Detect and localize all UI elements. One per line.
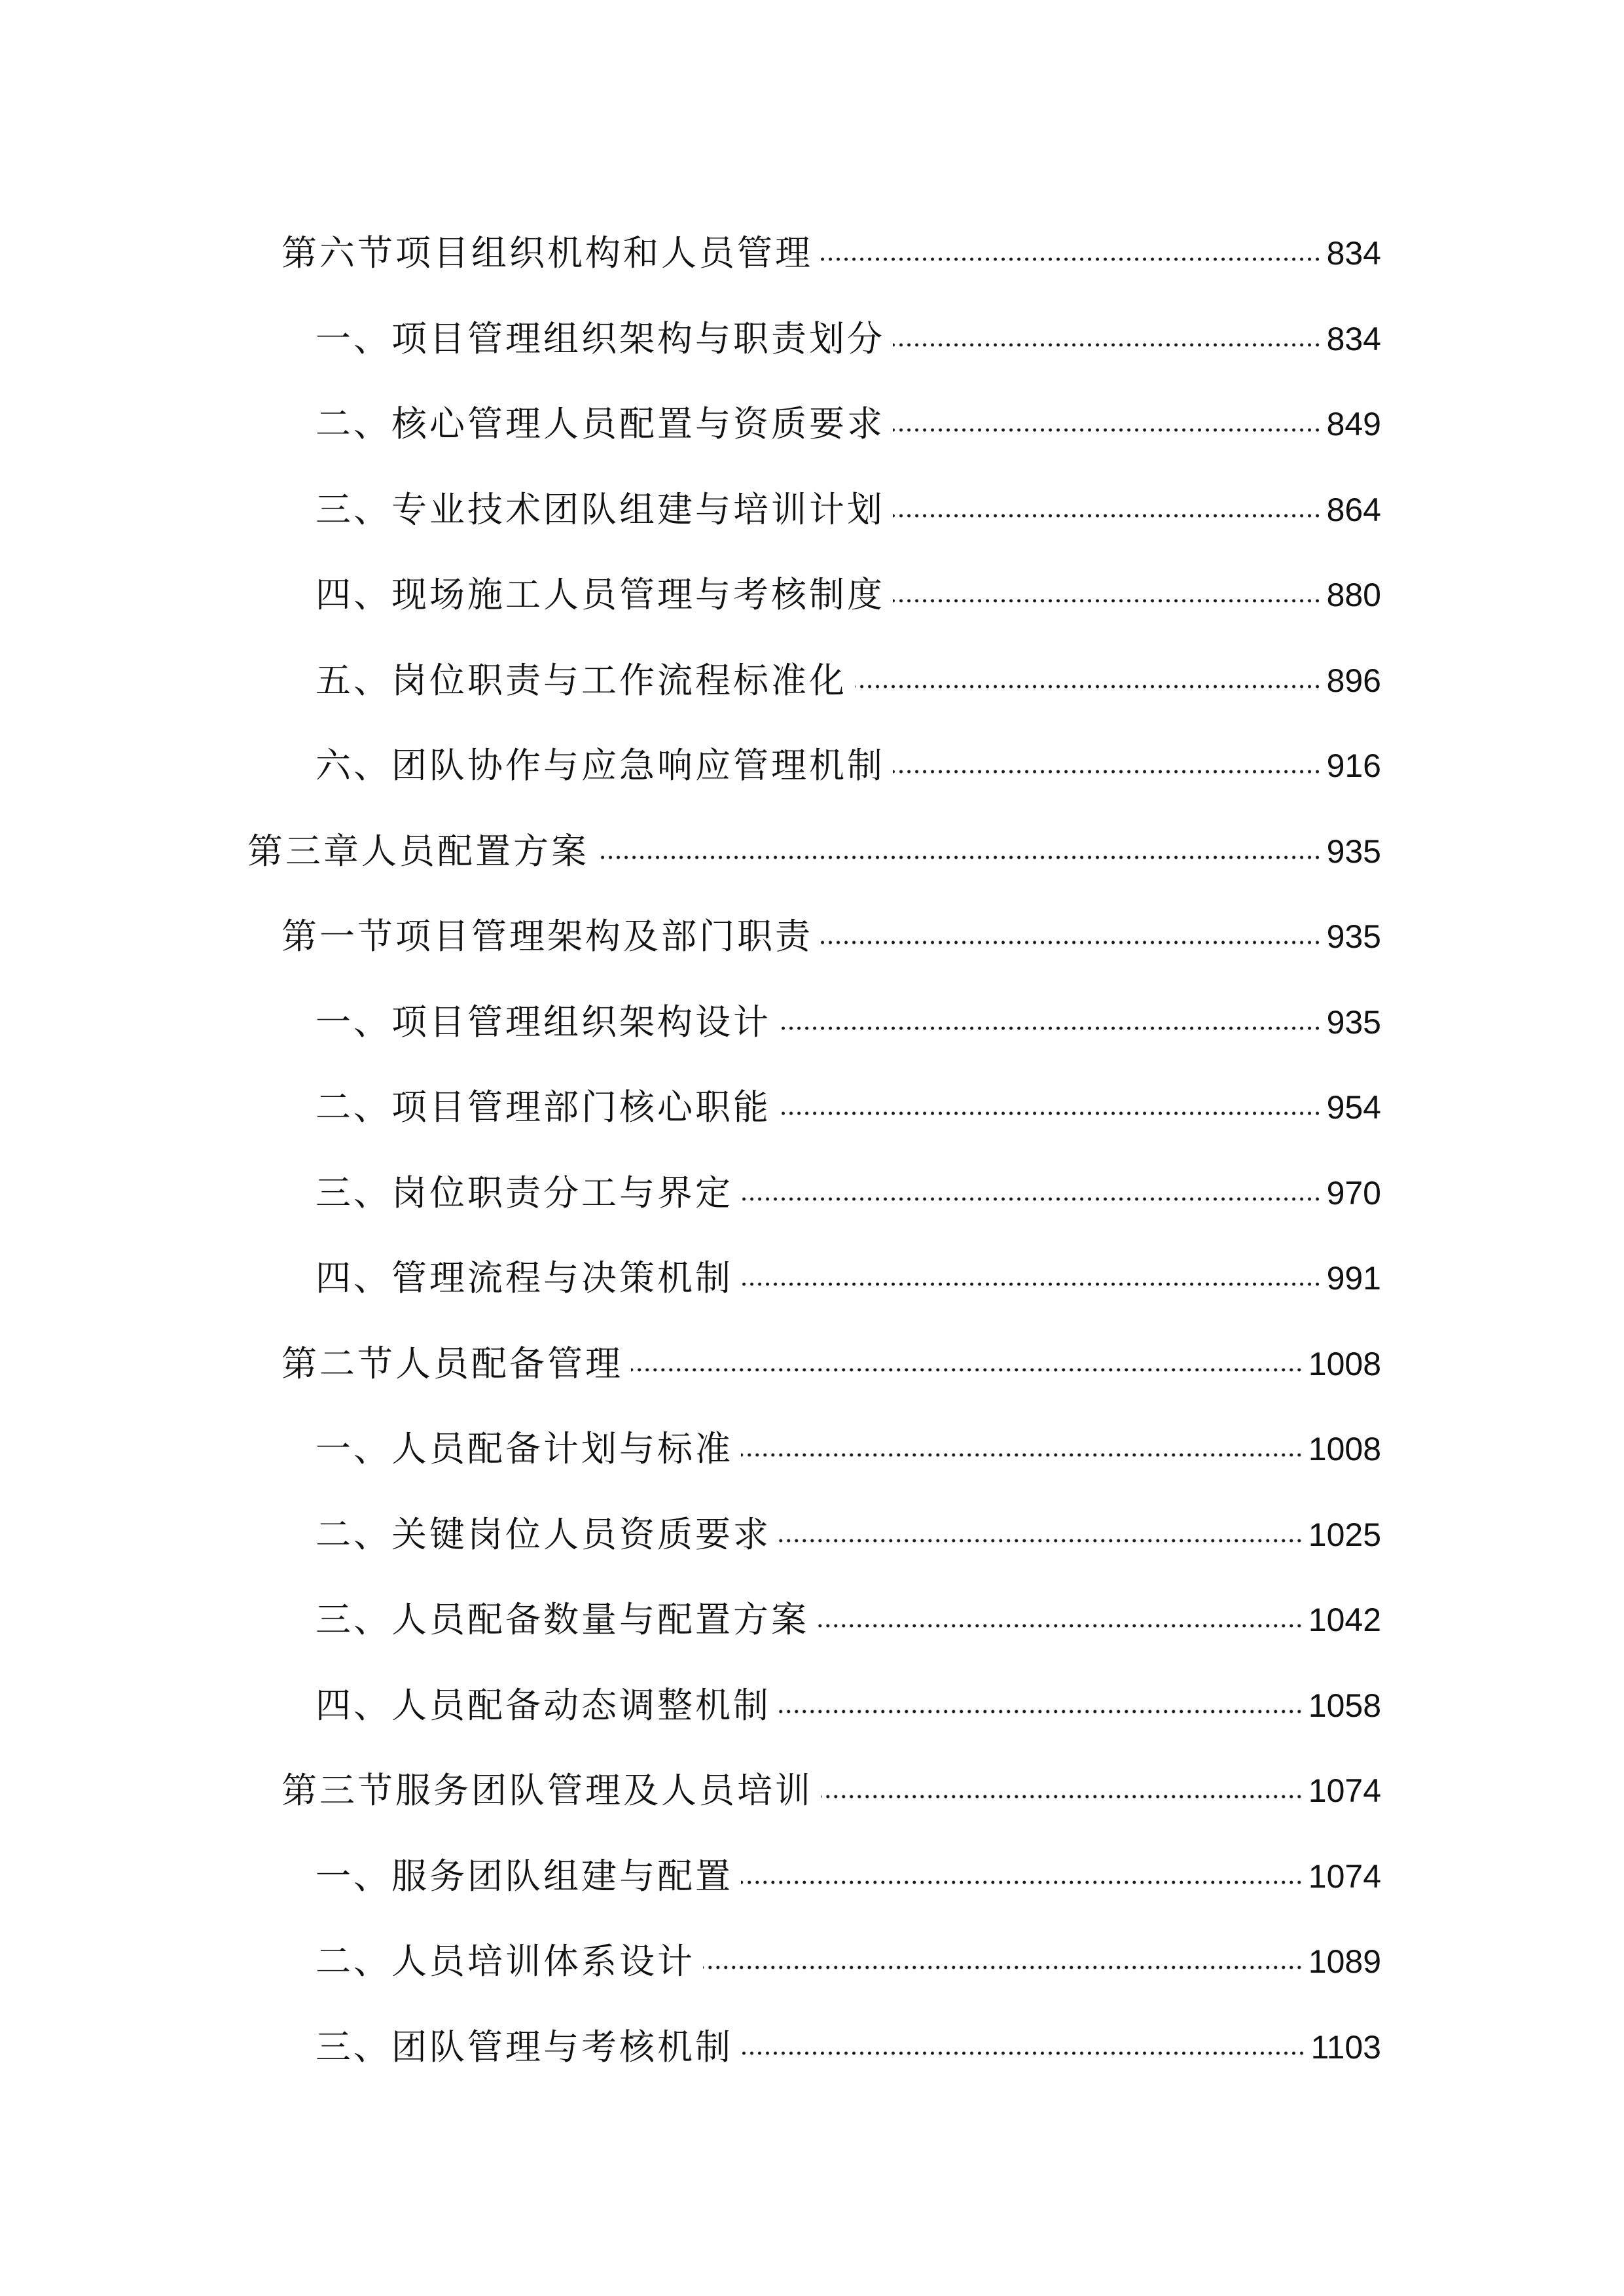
toc-entry-page-number: 1008 [1308,1431,1381,1467]
toc-entry-page-number: 834 [1326,321,1381,357]
toc-entry[interactable] [247,806,1381,872]
toc-entry[interactable] [316,1660,1381,1726]
dot-leader [821,257,1322,262]
toc-entry-page-number: 916 [1326,747,1381,784]
toc-entry-page-number: 1042 [1308,1602,1381,1638]
toc-entry-title: 三、团队管理与考核机制 [316,2026,733,2068]
toc-entry-title: 第三章人员配置方案 [247,831,589,872]
toc-entry[interactable] [316,465,1381,530]
toc-entry[interactable] [281,1319,1381,1384]
toc-entry-page-number: 970 [1326,1175,1381,1211]
dot-leader [741,1282,1322,1287]
toc-entry[interactable] [316,2002,1381,2068]
dot-leader [821,940,1322,945]
toc-entry-title: 二、人员培训体系设计 [316,1941,695,1982]
toc-entry-page-number: 849 [1326,406,1381,442]
toc-entry[interactable] [316,1490,1381,1555]
toc-entry-title: 二、项目管理部门核心职能 [316,1086,771,1128]
toc-entry-title: 四、管理流程与决策机制 [316,1257,733,1299]
toc-entry-title: 三、专业技术团队组建与培训计划 [316,489,885,530]
toc-entry[interactable] [316,721,1381,786]
dot-leader [779,1709,1303,1714]
toc-entry-page-number: 896 [1326,662,1381,699]
toc-entry-page-number: 991 [1326,1260,1381,1297]
toc-entry[interactable] [316,1831,1381,1897]
toc-entry-page-number: 1074 [1308,1858,1381,1895]
toc-entry[interactable] [281,891,1381,957]
toc-entry[interactable] [316,1575,1381,1640]
toc-entry-title: 三、人员配备数量与配置方案 [316,1599,809,1640]
dot-leader [821,1794,1303,1799]
toc-entry[interactable] [281,208,1381,274]
toc-entry-page-number: 1058 [1308,1687,1381,1724]
dot-leader [893,769,1322,774]
toc-entry-title: 四、人员配备动态调整机制 [316,1685,771,1726]
toc-entry-title: 二、核心管理人员配置与资质要求 [316,403,885,444]
toc-entry[interactable] [316,1404,1381,1469]
dot-leader [893,513,1322,518]
toc-entry[interactable] [316,636,1381,701]
toc-entry-page-number: 1103 [1310,2029,1381,2066]
dot-leader [703,1965,1303,1970]
toc-entry[interactable] [316,1062,1381,1128]
toc-entry[interactable] [316,550,1381,615]
toc-entry-page-number: 834 [1326,235,1381,272]
toc-entry[interactable] [281,1746,1381,1811]
toc-entry-page-number: 1025 [1308,1516,1381,1553]
dot-leader [741,1452,1303,1458]
dot-leader [597,855,1322,860]
toc-entry-page-number: 1008 [1308,1346,1381,1382]
dot-leader [741,2051,1305,2056]
toc-entry-title: 三、岗位职责分工与界定 [316,1172,733,1213]
toc-entry[interactable] [316,1148,1381,1213]
toc-entry-title: 一、项目管理组织架构与职责划分 [316,318,885,359]
toc-entry-title: 六、团队协作与应急响应管理机制 [316,745,885,786]
dot-leader [893,598,1322,603]
dot-leader [741,1196,1322,1202]
toc-entry-title: 一、项目管理组织架构设计 [316,1001,771,1043]
toc-entry[interactable] [316,1916,1381,1982]
toc-entry[interactable] [316,294,1381,359]
toc-entry-page-number: 935 [1326,833,1381,870]
dot-leader [779,1111,1322,1116]
toc-entry-title: 第二节人员配备管理 [281,1343,623,1384]
toc-entry-title: 第一节项目管理架构及部门职责 [281,916,813,957]
toc-entry-title: 一、人员配备计划与标准 [316,1428,733,1469]
dot-leader [893,342,1322,348]
dot-leader [741,1880,1303,1885]
dot-leader [855,684,1322,689]
toc-entry-page-number: 935 [1326,918,1381,955]
dot-leader [817,1623,1303,1628]
toc-entry-page-number: 935 [1326,1004,1381,1041]
dot-leader [631,1367,1303,1372]
dot-leader [779,1026,1322,1031]
toc-entry-title: 一、服务团队组建与配置 [316,1856,733,1897]
toc-entry-page-number: 880 [1326,577,1381,613]
toc-entry-title: 第六节项目组织机构和人员管理 [281,232,813,274]
toc-entry-page-number: 864 [1326,492,1381,528]
toc-entry-page-number: 954 [1326,1089,1381,1126]
toc-entry-title: 二、关键岗位人员资质要求 [316,1514,771,1555]
toc-entry[interactable] [316,977,1381,1043]
toc-entry-title: 第三节服务团队管理及人员培训 [281,1770,813,1811]
toc-entry[interactable] [316,1233,1381,1299]
toc-entry-page-number: 1074 [1308,1772,1381,1809]
dot-leader [779,1538,1303,1543]
dot-leader [893,427,1322,433]
toc-entry-page-number: 1089 [1308,1943,1381,1980]
toc-entry[interactable] [316,379,1381,444]
toc-entry-title: 五、岗位职责与工作流程标准化 [316,660,847,701]
toc-entry-title: 四、现场施工人员管理与考核制度 [316,574,885,615]
